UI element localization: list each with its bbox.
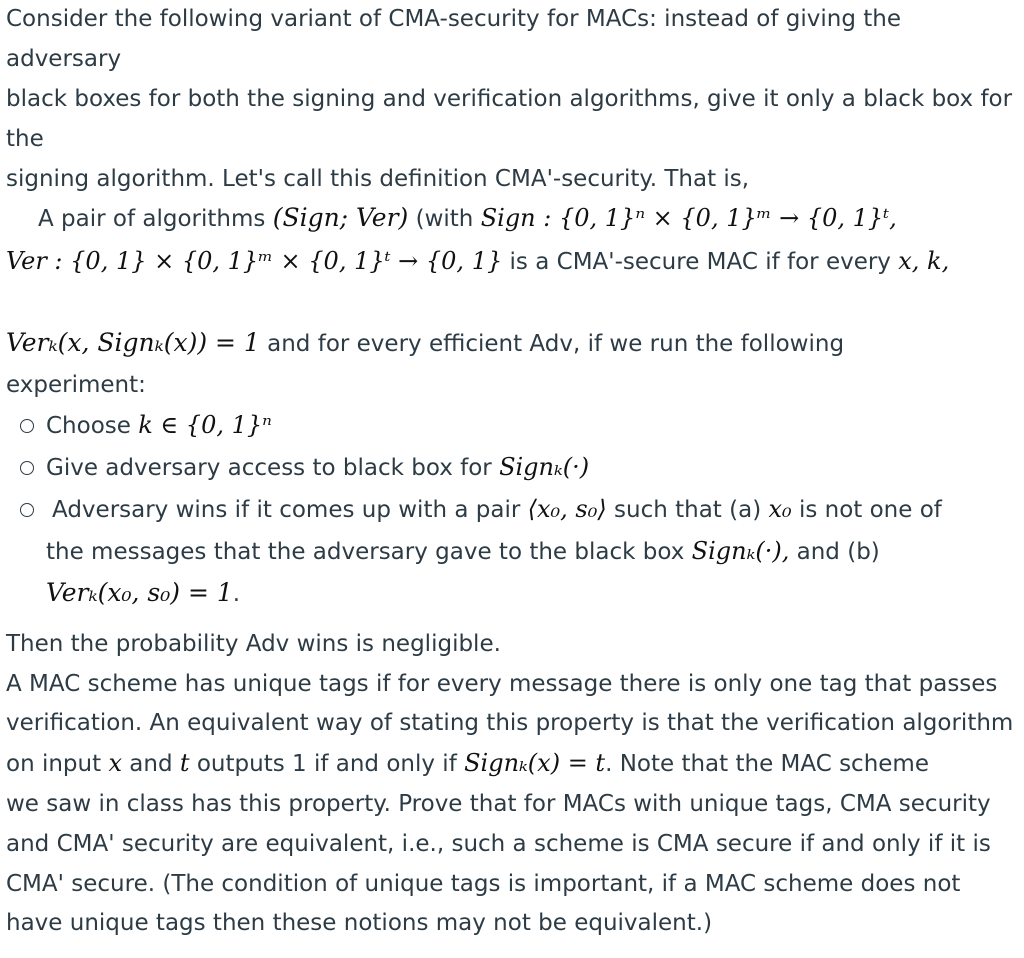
body-line-7: have unique tags then these notions may not be equivalent.) <box>6 910 713 936</box>
list-item-continued <box>46 536 880 567</box>
t-math: t <box>179 749 190 777</box>
win-condition-math: Verₖ(x₀, s₀) = 1 <box>46 578 233 607</box>
x0-math: x₀ <box>768 495 792 523</box>
list-bullet <box>20 419 34 433</box>
body-text: on input <box>6 751 102 777</box>
intro-line-3: black boxes for both the signing and verification algorithms, give it only a black box for <box>6 86 1013 112</box>
step-text: . <box>232 581 241 607</box>
step-text: Adversary wins if it comes up with a pair <box>52 497 521 523</box>
list-item <box>46 410 272 441</box>
correctness-math: Verₖ(x, Signₖ(x)) = 1 <box>6 328 260 357</box>
x-math: x <box>108 749 122 777</box>
intro-line-5: signing algorithm. Let's call this definition CMA'-security. That is, <box>6 166 750 192</box>
definition-line-3 <box>6 328 844 359</box>
body-text: and <box>129 751 173 777</box>
list-bullet <box>20 503 34 517</box>
step-math: k ∈ {0, 1}ⁿ <box>138 411 272 439</box>
definition-text: and for every efficient Adv, if we run the following <box>267 331 845 357</box>
sign-oracle-math: Signₖ(·), <box>691 537 790 565</box>
body-line-2: verification. An equivalent way of stating this property is that the verification algorithm <box>6 710 1014 736</box>
body-line-5: and CMA' security are equivalent, i.e., such a scheme is CMA secure if and only if it is <box>6 831 991 857</box>
intro-line-1: Consider the following variant of CMA-security for MACs: instead of giving the <box>6 6 902 32</box>
body-line-3 <box>6 748 929 779</box>
definition-text: is a CMA'-secure MAC if for every <box>509 249 891 275</box>
list-bullet <box>20 461 34 475</box>
intro-line-2: adversary <box>6 46 122 72</box>
step-text: Give adversary access to black box for <box>46 455 492 481</box>
body-line-4: we saw in class has this property. Prove that for MACs with unique tags, CMA security <box>6 791 991 817</box>
body-text: outputs 1 if and only if <box>196 751 457 777</box>
unique-tag-math: Signₖ(x) = t <box>464 749 606 777</box>
definition-text: A pair of algorithms <box>38 206 266 232</box>
step-math: Signₖ(·) <box>499 453 590 481</box>
step-text: the messages that the adversary gave to the black box <box>46 539 685 565</box>
definition-line-1 <box>38 203 897 234</box>
step-text: such that (a) <box>614 497 762 523</box>
list-item <box>52 494 942 525</box>
pair-math: ⟨x₀, s₀⟩ <box>527 495 607 523</box>
definition-line-4: experiment: <box>6 372 146 398</box>
algorithm-pair-math: (Sign; Ver) <box>272 203 409 232</box>
body-text: . Note that the MAC scheme <box>605 751 929 777</box>
step-text: is not one of <box>798 497 942 523</box>
xk-math: x, k, <box>898 247 950 275</box>
body-line-1: A MAC scheme has unique tags if for every message there is only one tag that passes <box>6 671 998 697</box>
step-text: and (b) <box>796 539 880 565</box>
intro-line-4: the <box>6 126 44 152</box>
body-line-6: CMA' secure. (The condition of unique tags is important, if a MAC scheme does not <box>6 871 961 897</box>
definition-line-2 <box>6 246 949 277</box>
sign-signature-math: Sign : {0, 1}ⁿ × {0, 1}ᵐ → {0, 1}ᵗ, <box>480 204 897 232</box>
conclusion: Then the probability Adv wins is negligible. <box>6 631 501 657</box>
list-item-continued <box>46 578 240 609</box>
list-item <box>46 452 589 483</box>
ver-signature-math: Ver : {0, 1} × {0, 1}ᵐ × {0, 1}ᵗ → {0, 1} <box>6 247 503 275</box>
step-text: Choose <box>46 413 131 439</box>
definition-text: (with <box>415 206 474 232</box>
